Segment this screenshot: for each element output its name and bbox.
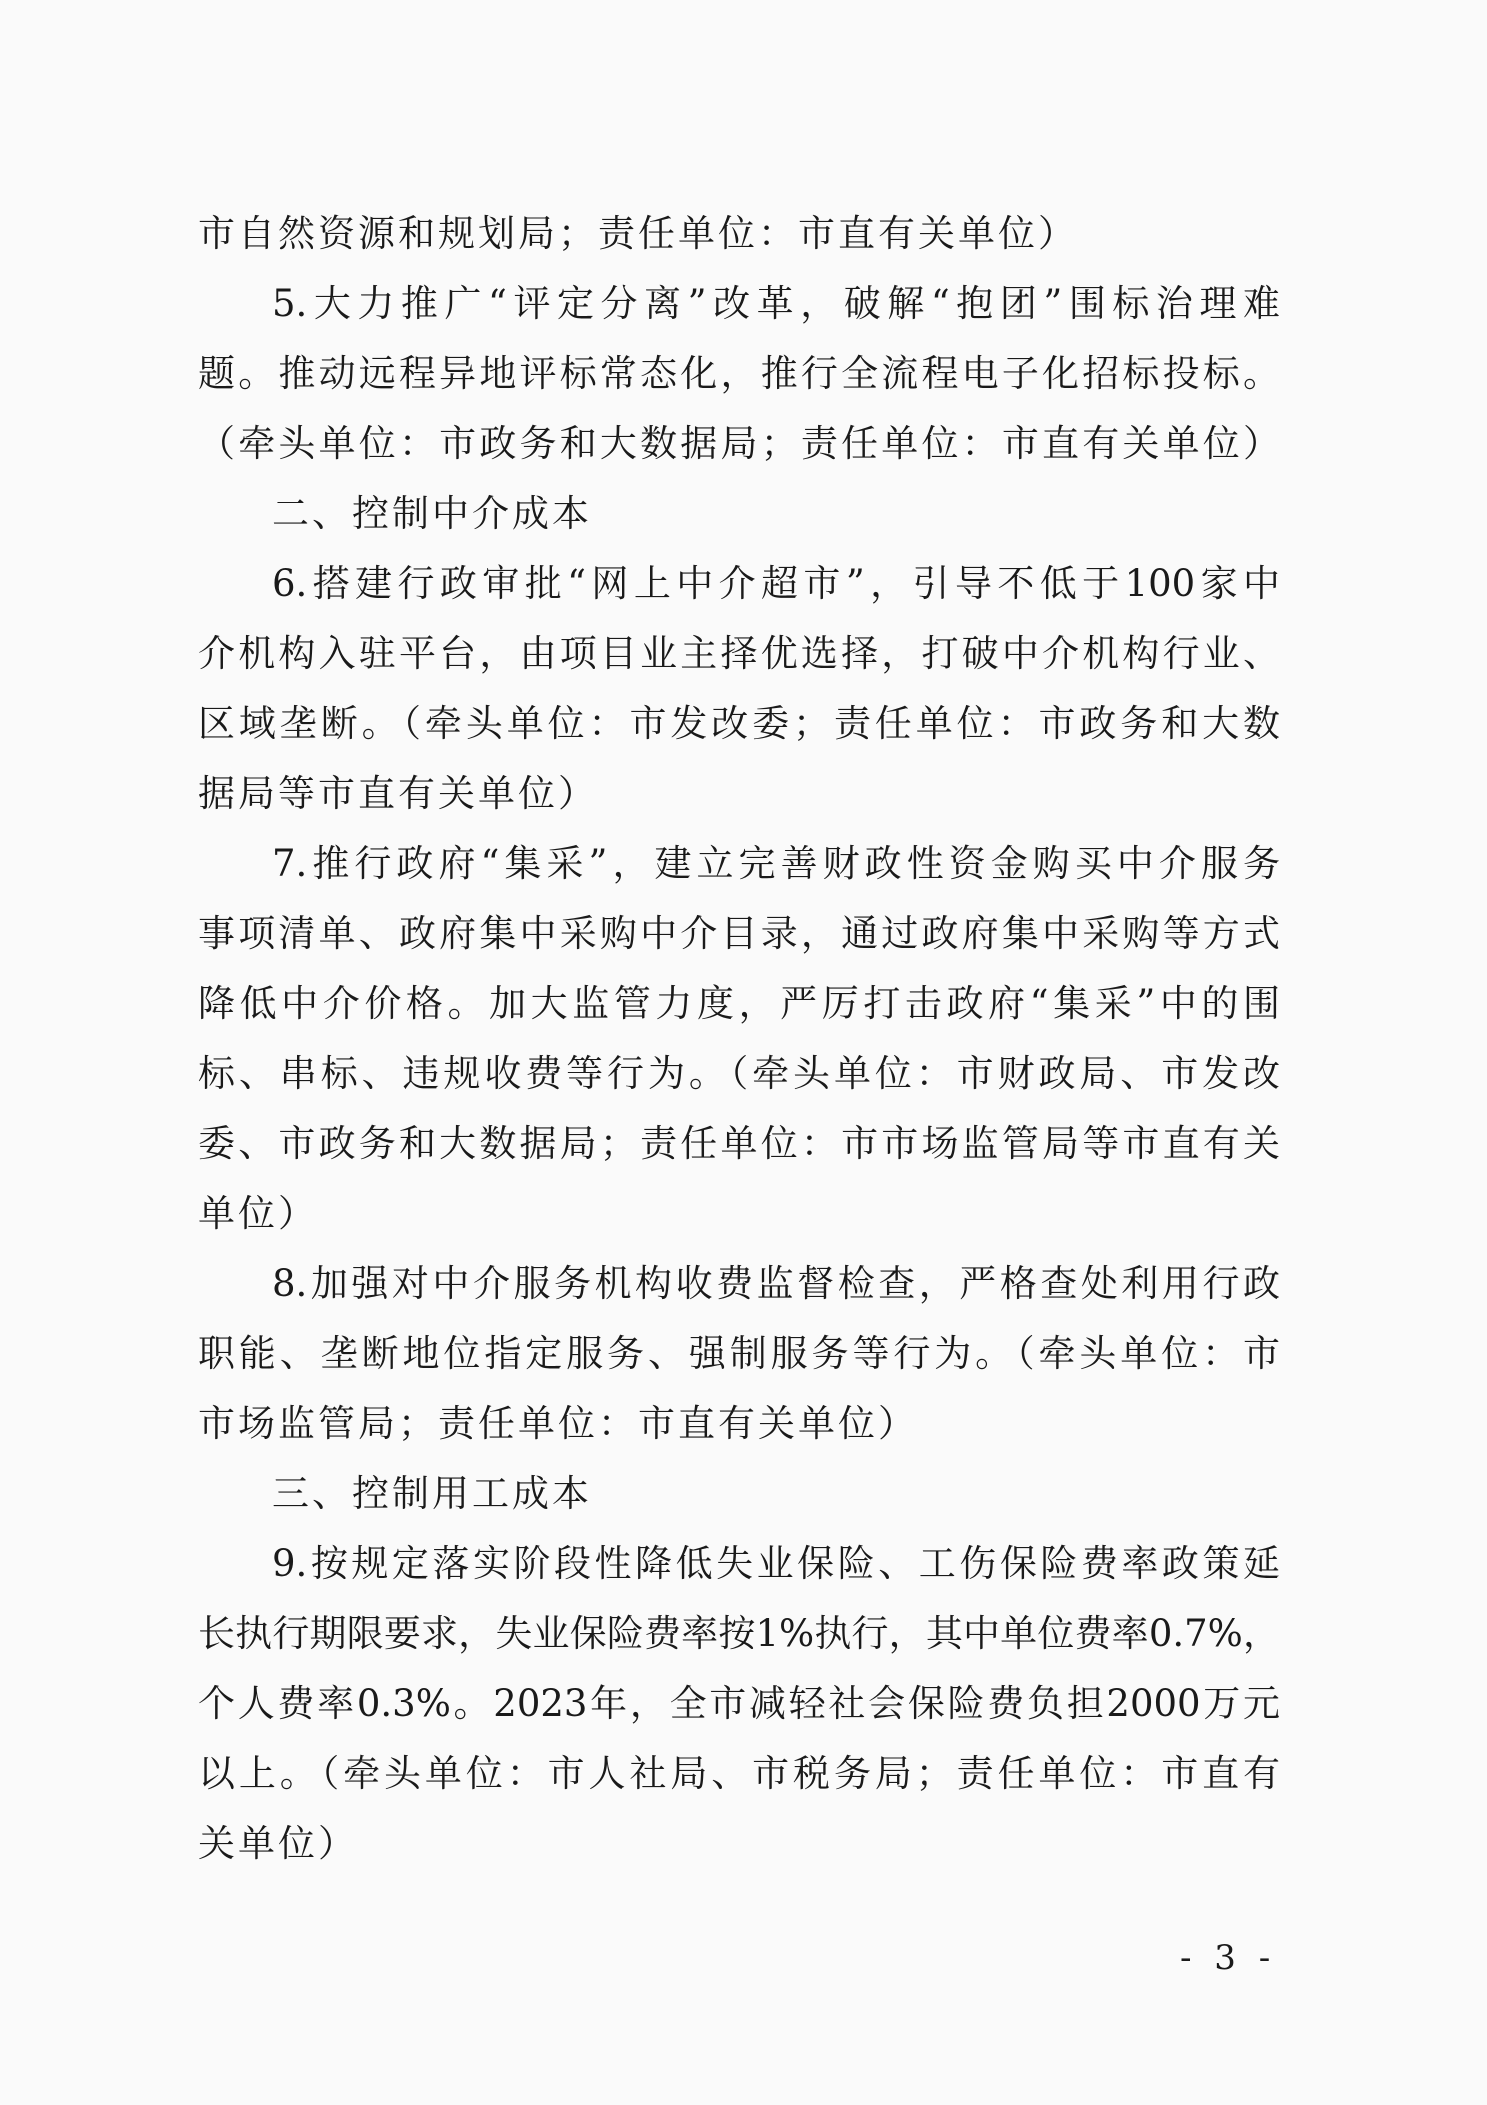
- item-7-line-4: 标、串标、违规收费等行为。（牵头单位：市财政局、市发改: [198, 1052, 1280, 1095]
- item-7-line-5: 委、市政务和大数据局；责任单位：市市场监管局等市直有关: [198, 1122, 1280, 1165]
- body-text: [198, 199, 1280, 1879]
- item-7-line-2: 事项清单、政府集中采购中介目录，通过政府集中采购等方式: [198, 912, 1280, 955]
- item-6-line-2: 介机构入驻平台，由项目业主择优选择，打破中介机构行业、: [198, 632, 1280, 675]
- section-heading-2: 二、控制中介成本: [272, 492, 592, 535]
- item-9-line-4: 以上。（牵头单位：市人社局、市税务局；责任单位：市直有: [198, 1752, 1280, 1795]
- item-5-line-1: 5.大力推广“评定分离”改革，破解“抱团”围标治理难: [272, 282, 1280, 325]
- item-7-line-1: 7.推行政府“集采”，建立完善财政性资金购买中介服务: [272, 842, 1280, 885]
- section-heading-3: 三、控制用工成本: [272, 1472, 592, 1515]
- item-6-line-4: 据局等市直有关单位）: [198, 772, 598, 815]
- item-7-line-6: 单位）: [198, 1192, 318, 1235]
- item-7-line-3: 降低中介价格。加大监管力度，严厉打击政府“集采”中的围: [198, 982, 1280, 1025]
- item-8-line-2: 职能、垄断地位指定服务、强制服务等行为。（牵头单位：市: [198, 1332, 1280, 1375]
- item-9-line-3: 个人费率0.3%。2023年，全市减轻社会保险费负担2000万元: [198, 1682, 1280, 1725]
- item-6-line-3: 区域垄断。（牵头单位：市发改委；责任单位：市政务和大数: [198, 702, 1280, 745]
- text-line: 市自然资源和规划局；责任单位：市直有关单位）: [198, 212, 1078, 255]
- item-9-line-2: 长执行期限要求，失业保险费率按1%执行，其中单位费率0.7%，: [198, 1612, 1280, 1655]
- page-number: - 3 -: [1180, 1938, 1277, 1978]
- item-8-line-1: 8.加强对中介服务机构收费监督检查，严格查处利用行政: [272, 1262, 1280, 1305]
- item-8-line-3: 市场监管局；责任单位：市直有关单位）: [198, 1402, 918, 1445]
- item-5-line-3: （牵头单位：市政务和大数据局；责任单位：市直有关单位）: [198, 422, 1280, 465]
- item-9-line-5: 关单位）: [198, 1822, 358, 1865]
- item-9-line-1: 9.按规定落实阶段性降低失业保险、工伤保险费率政策延: [272, 1542, 1280, 1585]
- item-5-line-2: 题。推动远程异地评标常态化，推行全流程电子化招标投标。: [198, 352, 1280, 395]
- item-6-line-1: 6.搭建行政审批“网上中介超市”，引导不低于100家中: [272, 562, 1280, 605]
